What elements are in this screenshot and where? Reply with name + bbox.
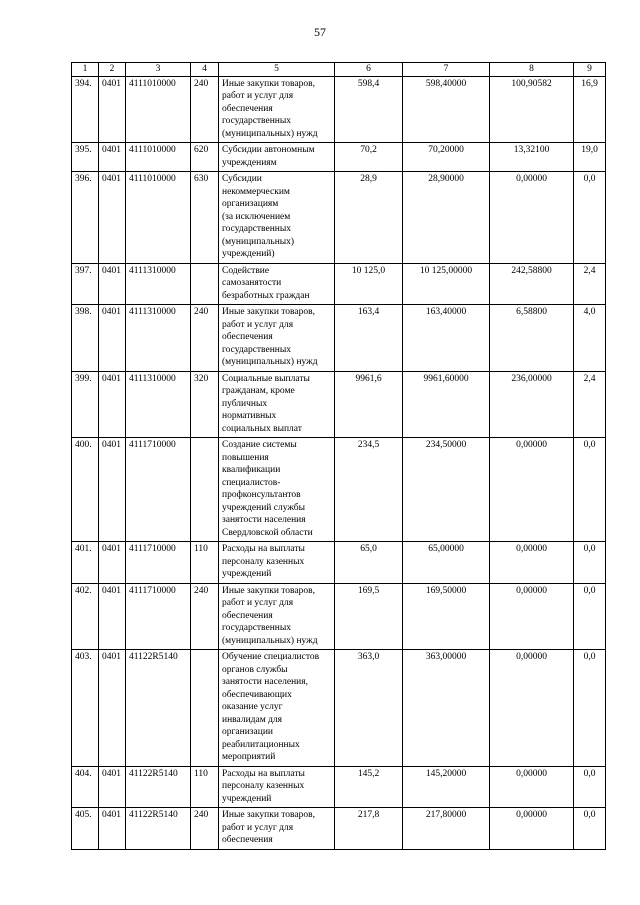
approved-amount-cell: 145,2 — [335, 766, 403, 808]
column-header: 7 — [403, 63, 490, 77]
target-article-cell: 4111310000 — [126, 305, 191, 372]
refined-amount-cell: 70,20000 — [403, 143, 490, 172]
page-number: 57 — [314, 25, 326, 39]
table-row — [72, 305, 606, 372]
execution-percent-cell: 0,0 — [574, 583, 606, 650]
column-header: 8 — [490, 63, 574, 77]
row-number-cell: 405. — [72, 808, 99, 850]
target-article-cell: 41122R5140 — [126, 766, 191, 808]
table-row — [72, 371, 606, 438]
section-code-cell: 0401 — [99, 766, 126, 808]
expense-kind-cell: 240 — [191, 583, 219, 650]
approved-amount-cell: 70,2 — [335, 143, 403, 172]
column-header: 2 — [99, 63, 126, 77]
executed-amount-cell: 236,00000 — [490, 371, 574, 438]
expense-name-cell: Иные закупки товаров, работ и услуг для обеспечения — [219, 808, 335, 850]
target-article-cell: 41122R5140 — [126, 808, 191, 850]
table-row — [72, 808, 606, 850]
refined-amount-cell: 363,00000 — [403, 650, 490, 767]
section-code-cell: 0401 — [99, 808, 126, 850]
section-code-cell: 0401 — [99, 143, 126, 172]
column-header: 4 — [191, 63, 219, 77]
target-article-cell: 4111710000 — [126, 438, 191, 542]
expense-kind-cell: 240 — [191, 808, 219, 850]
executed-amount-cell: 0,00000 — [490, 650, 574, 767]
executed-amount-cell: 6,58800 — [490, 305, 574, 372]
approved-amount-cell: 163,4 — [335, 305, 403, 372]
section-code-cell: 0401 — [99, 305, 126, 372]
refined-amount-cell: 163,40000 — [403, 305, 490, 372]
approved-amount-cell: 10 125,0 — [335, 263, 403, 305]
refined-amount-cell: 65,00000 — [403, 542, 490, 584]
table-row — [72, 438, 606, 542]
refined-amount-cell: 598,40000 — [403, 76, 490, 143]
table-row — [72, 583, 606, 650]
expense-name-cell: Иные закупки товаров, работ и услуг для обеспечения государственных (муниципальных) нужд — [219, 305, 335, 372]
header-row — [72, 63, 606, 77]
executed-amount-cell: 100,90582 — [490, 76, 574, 143]
row-number-cell: 394. — [72, 76, 99, 143]
execution-percent-cell: 0,0 — [574, 650, 606, 767]
row-number-cell: 397. — [72, 263, 99, 305]
column-header: 6 — [335, 63, 403, 77]
row-number-cell: 395. — [72, 143, 99, 172]
expense-name-cell: Субсидии автономным учреждениям — [219, 143, 335, 172]
expense-kind-cell — [191, 438, 219, 542]
expense-kind-cell: 110 — [191, 766, 219, 808]
execution-percent-cell: 16,9 — [574, 76, 606, 143]
executed-amount-cell: 0,00000 — [490, 438, 574, 542]
expense-kind-cell: 320 — [191, 371, 219, 438]
expense-kind-cell — [191, 650, 219, 767]
execution-percent-cell: 4,0 — [574, 305, 606, 372]
row-number-cell: 401. — [72, 542, 99, 584]
execution-percent-cell: 0,0 — [574, 808, 606, 850]
table-row — [72, 650, 606, 767]
row-number-cell: 398. — [72, 305, 99, 372]
target-article-cell: 4111710000 — [126, 583, 191, 650]
section-code-cell: 0401 — [99, 650, 126, 767]
execution-percent-cell: 0,0 — [574, 438, 606, 542]
expense-kind-cell: 630 — [191, 172, 219, 264]
target-article-cell: 4111310000 — [126, 371, 191, 438]
row-number-cell: 399. — [72, 371, 99, 438]
target-article-cell: 4111010000 — [126, 76, 191, 143]
section-code-cell: 0401 — [99, 76, 126, 143]
expense-kind-cell — [191, 263, 219, 305]
column-header: 3 — [126, 63, 191, 77]
section-code-cell: 0401 — [99, 263, 126, 305]
expense-name-cell: Обучение специалистов органов службы занятости населения, обеспечивающих оказание услуг инвалидам для организации реабилитационных мероприятий — [219, 650, 335, 767]
approved-amount-cell: 234,5 — [335, 438, 403, 542]
refined-amount-cell: 217,80000 — [403, 808, 490, 850]
expense-name-cell: Создание системы повышения квалификации специалистов- профконсультантов учреждений службы занятости населения Свердловской области — [219, 438, 335, 542]
table-row — [72, 172, 606, 264]
approved-amount-cell: 28,9 — [335, 172, 403, 264]
row-number-cell: 404. — [72, 766, 99, 808]
section-code-cell: 0401 — [99, 583, 126, 650]
expense-name-cell: Расходы на выплаты персоналу казенных учреждений — [219, 542, 335, 584]
target-article-cell: 4111710000 — [126, 542, 191, 584]
table-row — [72, 76, 606, 143]
refined-amount-cell: 9961,60000 — [403, 371, 490, 438]
expense-name-cell: Иные закупки товаров, работ и услуг для обеспечения государственных (муниципальных) нужд — [219, 583, 335, 650]
expense-kind-cell: 240 — [191, 76, 219, 143]
refined-amount-cell: 10 125,00000 — [403, 263, 490, 305]
execution-percent-cell: 0,0 — [574, 542, 606, 584]
refined-amount-cell: 145,20000 — [403, 766, 490, 808]
expense-kind-cell: 240 — [191, 305, 219, 372]
target-article-cell: 41122R5140 — [126, 650, 191, 767]
execution-percent-cell: 0,0 — [574, 172, 606, 264]
target-article-cell: 4111310000 — [126, 263, 191, 305]
refined-amount-cell: 169,50000 — [403, 583, 490, 650]
approved-amount-cell: 9961,6 — [335, 371, 403, 438]
executed-amount-cell: 0,00000 — [490, 542, 574, 584]
executed-amount-cell: 242,58800 — [490, 263, 574, 305]
row-number-cell: 403. — [72, 650, 99, 767]
execution-percent-cell: 2,4 — [574, 263, 606, 305]
expense-name-cell: Расходы на выплаты персоналу казенных учреждений — [219, 766, 335, 808]
row-number-cell: 400. — [72, 438, 99, 542]
execution-percent-cell: 2,4 — [574, 371, 606, 438]
approved-amount-cell: 217,8 — [335, 808, 403, 850]
column-header: 1 — [72, 63, 99, 77]
row-number-cell: 396. — [72, 172, 99, 264]
section-code-cell: 0401 — [99, 371, 126, 438]
expense-kind-cell: 620 — [191, 143, 219, 172]
expense-name-cell: Содействие самозанятости безработных граждан — [219, 263, 335, 305]
section-code-cell: 0401 — [99, 438, 126, 542]
executed-amount-cell: 0,00000 — [490, 583, 574, 650]
approved-amount-cell: 598,4 — [335, 76, 403, 143]
expense-name-cell: Иные закупки товаров, работ и услуг для обеспечения государственных (муниципальных) нужд — [219, 76, 335, 143]
expense-kind-cell: 110 — [191, 542, 219, 584]
execution-percent-cell: 0,0 — [574, 766, 606, 808]
column-header: 5 — [219, 63, 335, 77]
table-row — [72, 542, 606, 584]
executed-amount-cell: 13,32100 — [490, 143, 574, 172]
column-header: 9 — [574, 63, 606, 77]
table-row — [72, 143, 606, 172]
refined-amount-cell: 28,90000 — [403, 172, 490, 264]
executed-amount-cell: 0,00000 — [490, 808, 574, 850]
table-row — [72, 766, 606, 808]
approved-amount-cell: 169,5 — [335, 583, 403, 650]
approved-amount-cell: 65,0 — [335, 542, 403, 584]
row-number-cell: 402. — [72, 583, 99, 650]
executed-amount-cell: 0,00000 — [490, 766, 574, 808]
table-row — [72, 263, 606, 305]
expense-name-cell: Социальные выплаты гражданам, кроме публичных нормативных социальных выплат — [219, 371, 335, 438]
section-code-cell: 0401 — [99, 542, 126, 584]
target-article-cell: 4111010000 — [126, 172, 191, 264]
refined-amount-cell: 234,50000 — [403, 438, 490, 542]
budget-table — [71, 62, 606, 850]
expense-name-cell: Субсидии некоммерческим организациям (за исключением государственных (муниципальных) учреждений) — [219, 172, 335, 264]
approved-amount-cell: 363,0 — [335, 650, 403, 767]
execution-percent-cell: 19,0 — [574, 143, 606, 172]
target-article-cell: 4111010000 — [126, 143, 191, 172]
section-code-cell: 0401 — [99, 172, 126, 264]
executed-amount-cell: 0,00000 — [490, 172, 574, 264]
